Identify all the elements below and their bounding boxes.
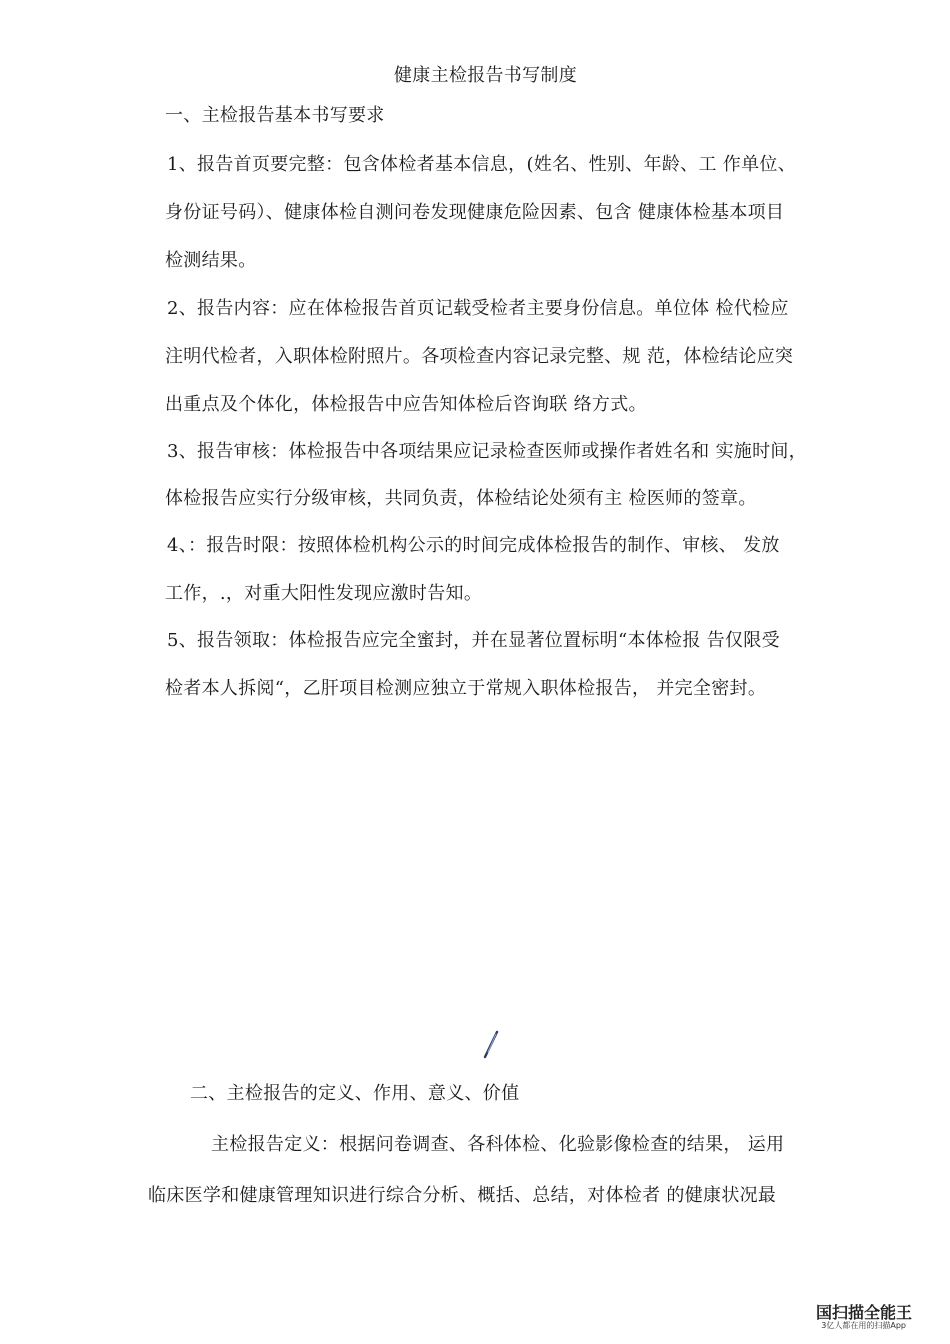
watermark-brand: 国扫描全能王 — [815, 1303, 912, 1322]
paragraph-line: 3、报告审核：体检报告中各项结果应记录检查医师或操作者姓名和 实施时间， — [167, 441, 807, 462]
paragraph-line: 1、报告首页要完整：包含体检者基本信息，(姓名、性别、年龄、工 作单位、 — [167, 154, 796, 175]
paragraph-line: 5、报告领取：体检报告应完全蜜封，并在显著位置标明“本体检报 告仅限受 — [167, 630, 780, 651]
watermark-tagline: 3亿人都在用的扫描App — [821, 1321, 906, 1330]
paragraph-line: 注明代检者，入职体检附照片。各项检查内容记录完整、规 范，体检结论应突 — [165, 346, 794, 367]
paragraph-line: 体检报告应实行分级审核，共同负责，体检结论处须有主 检医师的签章。 — [165, 488, 757, 509]
paragraph-line: 工作，.，对重大阳性发现应激时告知。 — [165, 583, 483, 604]
section-heading: 一、主检报告基本书写要求 — [165, 105, 385, 126]
section-heading: 二、主检报告的定义、作用、意义、价值 — [190, 1083, 520, 1104]
paragraph-line: 身份证号码）、健康体检自测问卷发现健康危险因素、包含 健康体检基本项目 — [165, 202, 785, 223]
paragraph-line: 4、：报告时限：按照体检机构公示的时间完成体检报告的制作、审核、 发放 — [167, 535, 780, 556]
paragraph-line: 临床医学和健康管理知识进行综合分析、概括、总结，对体检者 的健康状况最 — [148, 1185, 777, 1206]
page-title: 健康主检报告书写制度 — [394, 65, 577, 86]
paragraph-line: 出重点及个体化，体检报告中应告知体检后咨询联 络方式。 — [165, 394, 647, 415]
paragraph-line: 主检报告定义：根据问卷调查、各科体检、化验影像检查的结果， 运用 — [211, 1134, 785, 1155]
paragraph-line: 检测结果。 — [165, 250, 257, 271]
pen-stroke-mark — [480, 1030, 502, 1060]
paragraph-line: 检者本人拆阅“，乙肝项目检测应独立于常规入职体检报告， 并完全密封。 — [165, 678, 767, 699]
paragraph-line: 2、报告内容：应在体检报告首页记载受检者主要身份信息。单位体 检代检应 — [167, 298, 789, 319]
